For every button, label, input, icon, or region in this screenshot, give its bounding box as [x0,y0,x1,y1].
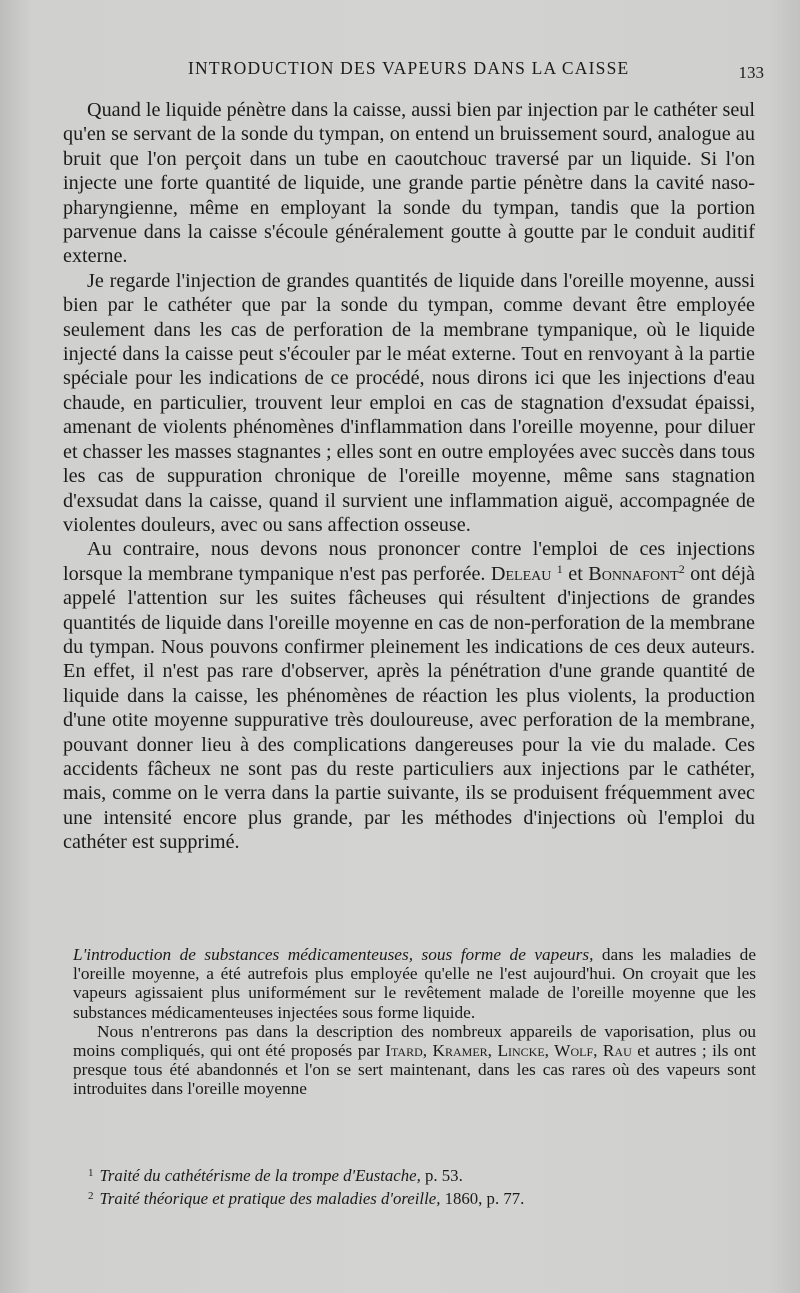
running-title: INTRODUCTION DES VAPEURS DANS LA CAISSE [188,58,630,78]
footnote-mark: 2 [88,1190,94,1202]
footnote-mark: 1 [88,1167,94,1179]
paragraph-text: et [568,562,583,585]
small-paragraph-text: dans les maladies de l'oreille moyenne, a été autrefois plus employée qu'elle ne l'est aujourd'hui. On croyait que les vapeurs agissaient plus uniformément sur le revêtement malade de l'oreille moyenne que les substances médicamenteuses injectées sous forme liquide. [73,945,756,1022]
small-print-section [73,945,756,1099]
footnote-title: Traité théorique et pratique des maladies d'oreille, [99,1189,441,1208]
footnote-ref: 1860, p. 77. [444,1189,525,1208]
footnotes [88,1163,748,1209]
page-number: 133 [738,63,764,82]
footnote-title: Traité du cathétérisme de la trompe d'Eustache, [99,1166,421,1185]
author-name: Deleau [490,562,552,585]
author-names: Itard, Kramer, Lincke, Wolf, Rau [385,1041,632,1061]
paragraph: Quand le liquide pénètre dans la caisse, aussi bien par injection par le cathéter seul qu'en se servant de la sonde du tympan, on entend un bruissement sourd, analogue au bruit que l'on perçoit dans un tube en caoutchouc traversé par un liquide. Si l'on injecte une forte quantité de liquide, une grande partie pénètre dans la cavité naso-pharyngienne, même en employant la sonde du tympan, tandis que la portion parvenue dans la caisse s'écoule généralement goutte à goutte par le conduit auditif externe. [63,99,755,268]
footnote-marker: 1 [556,561,563,576]
paragraph: Je regarde l'injection de grandes quantités de liquide dans l'oreille moyenne, aussi bien par le cathéter que par la sonde du tympan, comme devant être employée seulement dans les cas de perforation de la membrane tympanique, où le liquide injecté dans la caisse peut s'écouler par le méat externe. Tout en renvoyant à la partie spéciale pour les indications de ce procédé, nous dirons ici que les injections d'eau chaude, en particulier, trouvent leur emploi en cas de stagnation d'exsudat épaissi, amenant de violents phénomènes d'inflammation dans l'oreille moyenne, pour diluer et chasser les masses stagnantes ; elles sont en outre employées avec succès dans tous les cas de suppuration chronique de l'oreille moyenne, même sans stagnation d'exsudat dans la caisse, quand il survient une inflammation aiguë, accompagnée de violentes douleurs, avec ou sans affection osseuse. [63,269,755,536]
small-paragraph-text: et autres ; ils ont presque tous été abandonnés et l'on se sert maintenant, dans les cas rares où des vapeurs sont introduites dans l'oreille moyenne [73,1041,757,1099]
main-text [63,98,755,855]
page-header [0,58,800,88]
footnote-ref: p. 53. [425,1166,463,1185]
small-paragraph [73,1022,756,1099]
footnote-marker: 2 [678,561,685,576]
small-paragraph [73,945,756,1022]
italic-lead: L'introduction de substances médicamenteuses, sous forme de vapeurs, [73,945,594,964]
author-name: Bonnafont [588,562,679,585]
paragraph-text: Au contraire, nous devons nous prononcer contre l'emploi de ces injections lorsque la membrane tympanique n'est pas perforée. [63,538,755,585]
paragraph-text: ont déjà appelé l'attention sur les suites fâcheuses qui résultent d'injections de grandes quantités de liquide dans l'oreille moyenne en cas de non-perforation de la membrane du tympan. Nous pouvons confirmer pleinement les indications de ces deux auteurs. En effet, il n'est pas rare d'observer, après la pénétration d'une grande quantité de liquide dans la caisse, les phénomènes de réaction les plus violents, la production d'une otite moyenne suppurative très douloureuse, avec perforation de la membrane, pouvant donner lieu à des complications dangereuses pour la vie du malade. Ces accidents fâcheux ne sont pas du reste particuliers aux injections par le cathéter, mais, comme on le verra dans la partie suivante, ils se produisent fréquemment avec une intensité encore plus grande, par les méthodes d'injections où l'emploi du cathéter est supprimé. [63,562,756,854]
small-paragraph-text: Nous n'entrerons pas dans la description des nombreux appareils de vaporisation, plus ou moins compliqués, qui ont été proposés par [73,1021,756,1061]
footnote [88,1163,748,1186]
footnote [88,1186,748,1209]
paragraph [63,537,755,854]
